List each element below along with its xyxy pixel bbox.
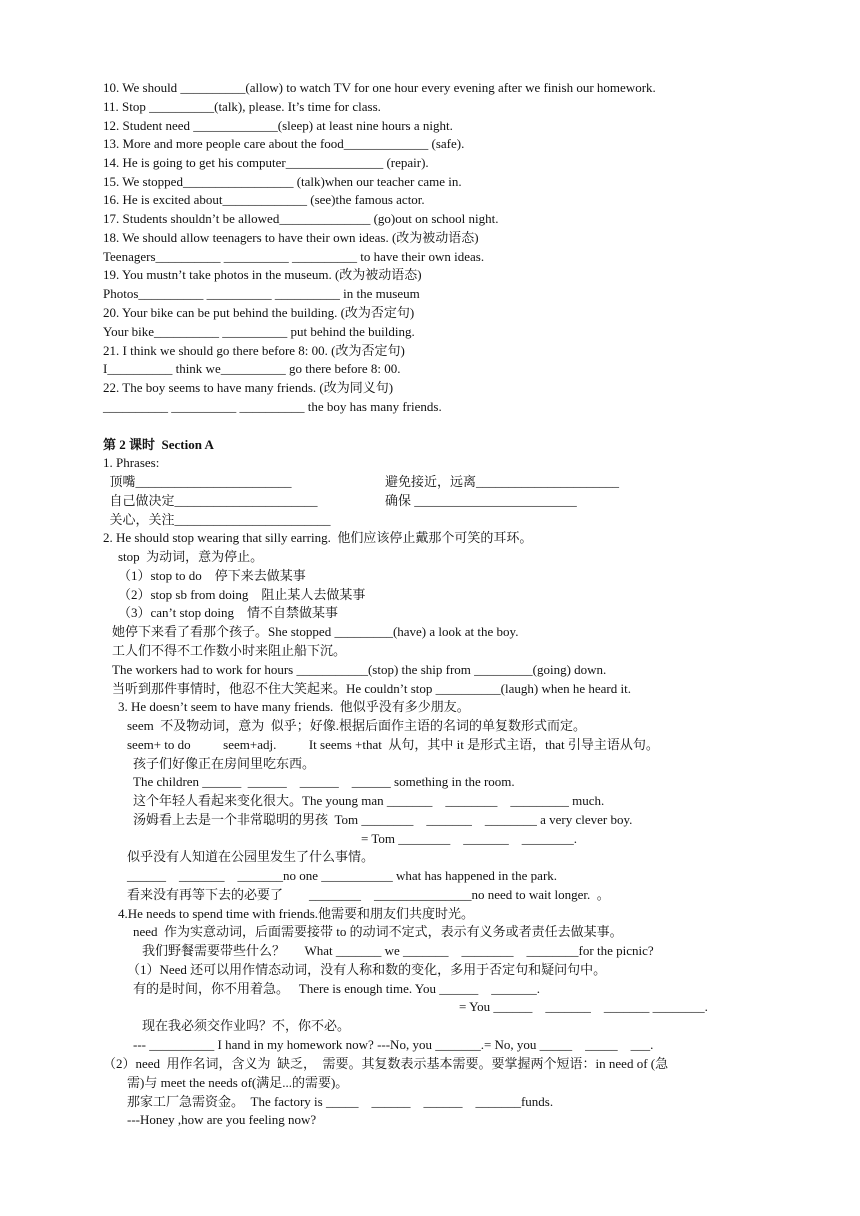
need-definition: need 作为实意动词，后面需要接带 to 的动词不定式，表示有义务或者责任去做某事。 xyxy=(133,924,623,939)
phrase-decide: 自己做决定______________________ xyxy=(103,493,318,508)
stop-example-3: 当听到那件事情时，他忍不住大笑起来。He couldn’t stop __________(laugh) when he heard it. xyxy=(112,681,631,696)
point-2-title: 2. He should stop wearing that silly earring. 他们应该停止戴那个可笑的耳环。 xyxy=(103,530,533,545)
seem-definition: seem 不及物动词，意为 似乎；好像.根据后面作主语的名词的单复数形式而定。 xyxy=(127,718,586,733)
exercise-21-answer: I__________ think we__________ go there before 8: 00. xyxy=(103,361,401,376)
seem-patterns: seem+ to do seem+adj. It seems +that 从句，其中 it 是形式主语，that 引导主语从句。 xyxy=(127,737,659,752)
need-example-3: --- __________ I hand in my homework now? ---No, you _______.= No, you _____ _____ ___. xyxy=(133,1037,654,1052)
exercise-14: 14. He is going to get his computer_______________ (repair). xyxy=(103,155,429,170)
stop-definition: stop 为动词，意为停止。 xyxy=(118,549,264,564)
exercise-17: 17. Students shouldn’t be allowed______________ (go)out on school night. xyxy=(103,211,499,226)
exercise-15: 15. We stopped_________________ (talk)when our teacher came in. xyxy=(103,174,462,189)
seem-example-4-cn: 似乎没有人知道在公园里发生了什么事情。 xyxy=(127,849,375,864)
exercise-19: 19. You mustn’t take photos in the museum. (改为被动语态) xyxy=(103,267,422,282)
need-example-2: 有的是时间，你不用着急。 There is enough time. You ______ _______. xyxy=(133,981,540,996)
phrases-label: 1. Phrases: xyxy=(103,455,160,470)
exercise-20: 20. Your bike can be put behind the building. (改为否定句) xyxy=(103,305,415,320)
stop-example-1: 她停下来看了看那个孩子。She stopped _________(have) a look at the boy. xyxy=(112,624,519,639)
need-noun-rule-cont: 需)与 meet the needs of(满足...的需要)。 xyxy=(127,1075,349,1090)
seem-example-4: ______ _______ _______no one ___________ what has happened in the park. xyxy=(127,868,558,883)
stop-usage-2: （2）stop sb from doing 阻止某人去做某事 xyxy=(118,587,366,602)
need-noun-rule: （2）need 用作名词，含义为 缺乏， 需要。其复数表示基本需要。要掌握两个短语：in need of (急 xyxy=(103,1056,669,1071)
stop-usage-1: （1）stop to do 停下来去做某事 xyxy=(118,568,306,583)
phrase-talk-back: 顶嘴________________________ xyxy=(103,474,292,489)
need-example-2-alt: = You ______ _______ _______ ________. xyxy=(459,999,708,1014)
seem-example-3: 汤姆看上去是一个非常聪明的男孩 Tom ________ _______ ________ a very clever boy. xyxy=(133,812,633,827)
exercise-13: 13. More and more people care about the food_____________ (safe). xyxy=(103,136,465,151)
exercise-16: 16. He is excited about_____________ (see)the famous actor. xyxy=(103,192,425,207)
exercise-11: 11. Stop __________(talk), please. It’s time for class. xyxy=(103,99,381,114)
seem-example-2: 这个年轻人看起来变化很大。The young man _______ ________ _________ much. xyxy=(133,793,605,808)
exercise-12: 12. Student need _____________(sleep) at least nine hours a night. xyxy=(103,118,453,133)
exercise-22: 22. The boy seems to have many friends. (改为同义句) xyxy=(103,380,394,395)
seem-example-3-alt: = Tom ________ _______ ________. xyxy=(361,831,577,846)
stop-example-2-cn: 工人们不得不工作数小时来阻止船下沉。 xyxy=(112,643,347,658)
seem-example-5: 看来没有再等下去的必要了 ________ _______________no need to wait longer. 。 xyxy=(127,887,610,902)
section-heading: 第 2 课时 Section A xyxy=(103,437,214,452)
seem-example-1-cn: 孩子们好像正在房间里吃东西。 xyxy=(133,756,316,771)
phrase-stay-away: 避免接近，远离______________________ xyxy=(385,474,620,489)
stop-usage-3: （3）can’t stop doing 情不自禁做某事 xyxy=(118,605,339,620)
exercise-19-answer: Photos__________ __________ __________ in the museum xyxy=(103,286,420,301)
exercise-21: 21. I think we should go there before 8: 00. (改为否定句) xyxy=(103,343,405,358)
seem-example-1: The children ______ ______ ______ ______ something in the room. xyxy=(133,774,515,789)
need-example-5: ---Honey ,how are you feeling now? xyxy=(127,1112,317,1127)
phrase-care: 关心，关注________________________ xyxy=(103,512,331,527)
exercise-22-answer: __________ __________ __________ the boy has many friends. xyxy=(103,399,442,414)
need-example-1: 我们野餐需要带些什么？ What _______ we _______ ________ ________for the picnic? xyxy=(142,943,654,958)
exercise-10: 10. We should __________(allow) to watch TV for one hour every evening after we finish our homework. xyxy=(103,80,656,95)
point-4-title: 4.He needs to spend time with friends.他需要和朋友们共度时光。 xyxy=(118,906,475,921)
exercise-18: 18. We should allow teenagers to have their own ideas. (改为被动语态) xyxy=(103,230,479,245)
need-modal-rule: （1）Need 还可以用作情态动词，没有人称和数的变化，多用于否定句和疑问句中。 xyxy=(127,962,607,977)
need-example-4: 那家工厂急需资金。 The factory is _____ ______ ______ _______funds. xyxy=(127,1094,554,1109)
stop-example-2: The workers had to work for hours ___________(stop) the ship from _________(going) down. xyxy=(112,662,607,677)
exercise-20-answer: Your bike__________ __________ put behind the building. xyxy=(103,324,415,339)
need-example-3-cn: 现在我必须交作业吗？不，你不必。 xyxy=(142,1018,351,1033)
exercise-18-answer: Teenagers__________ __________ __________ to have their own ideas. xyxy=(103,249,485,264)
point-3-title: 3. He doesn’t seem to have many friends. 他似乎没有多少朋友。 xyxy=(118,699,470,714)
phrase-make-sure: 确保 _________________________ xyxy=(385,493,577,508)
